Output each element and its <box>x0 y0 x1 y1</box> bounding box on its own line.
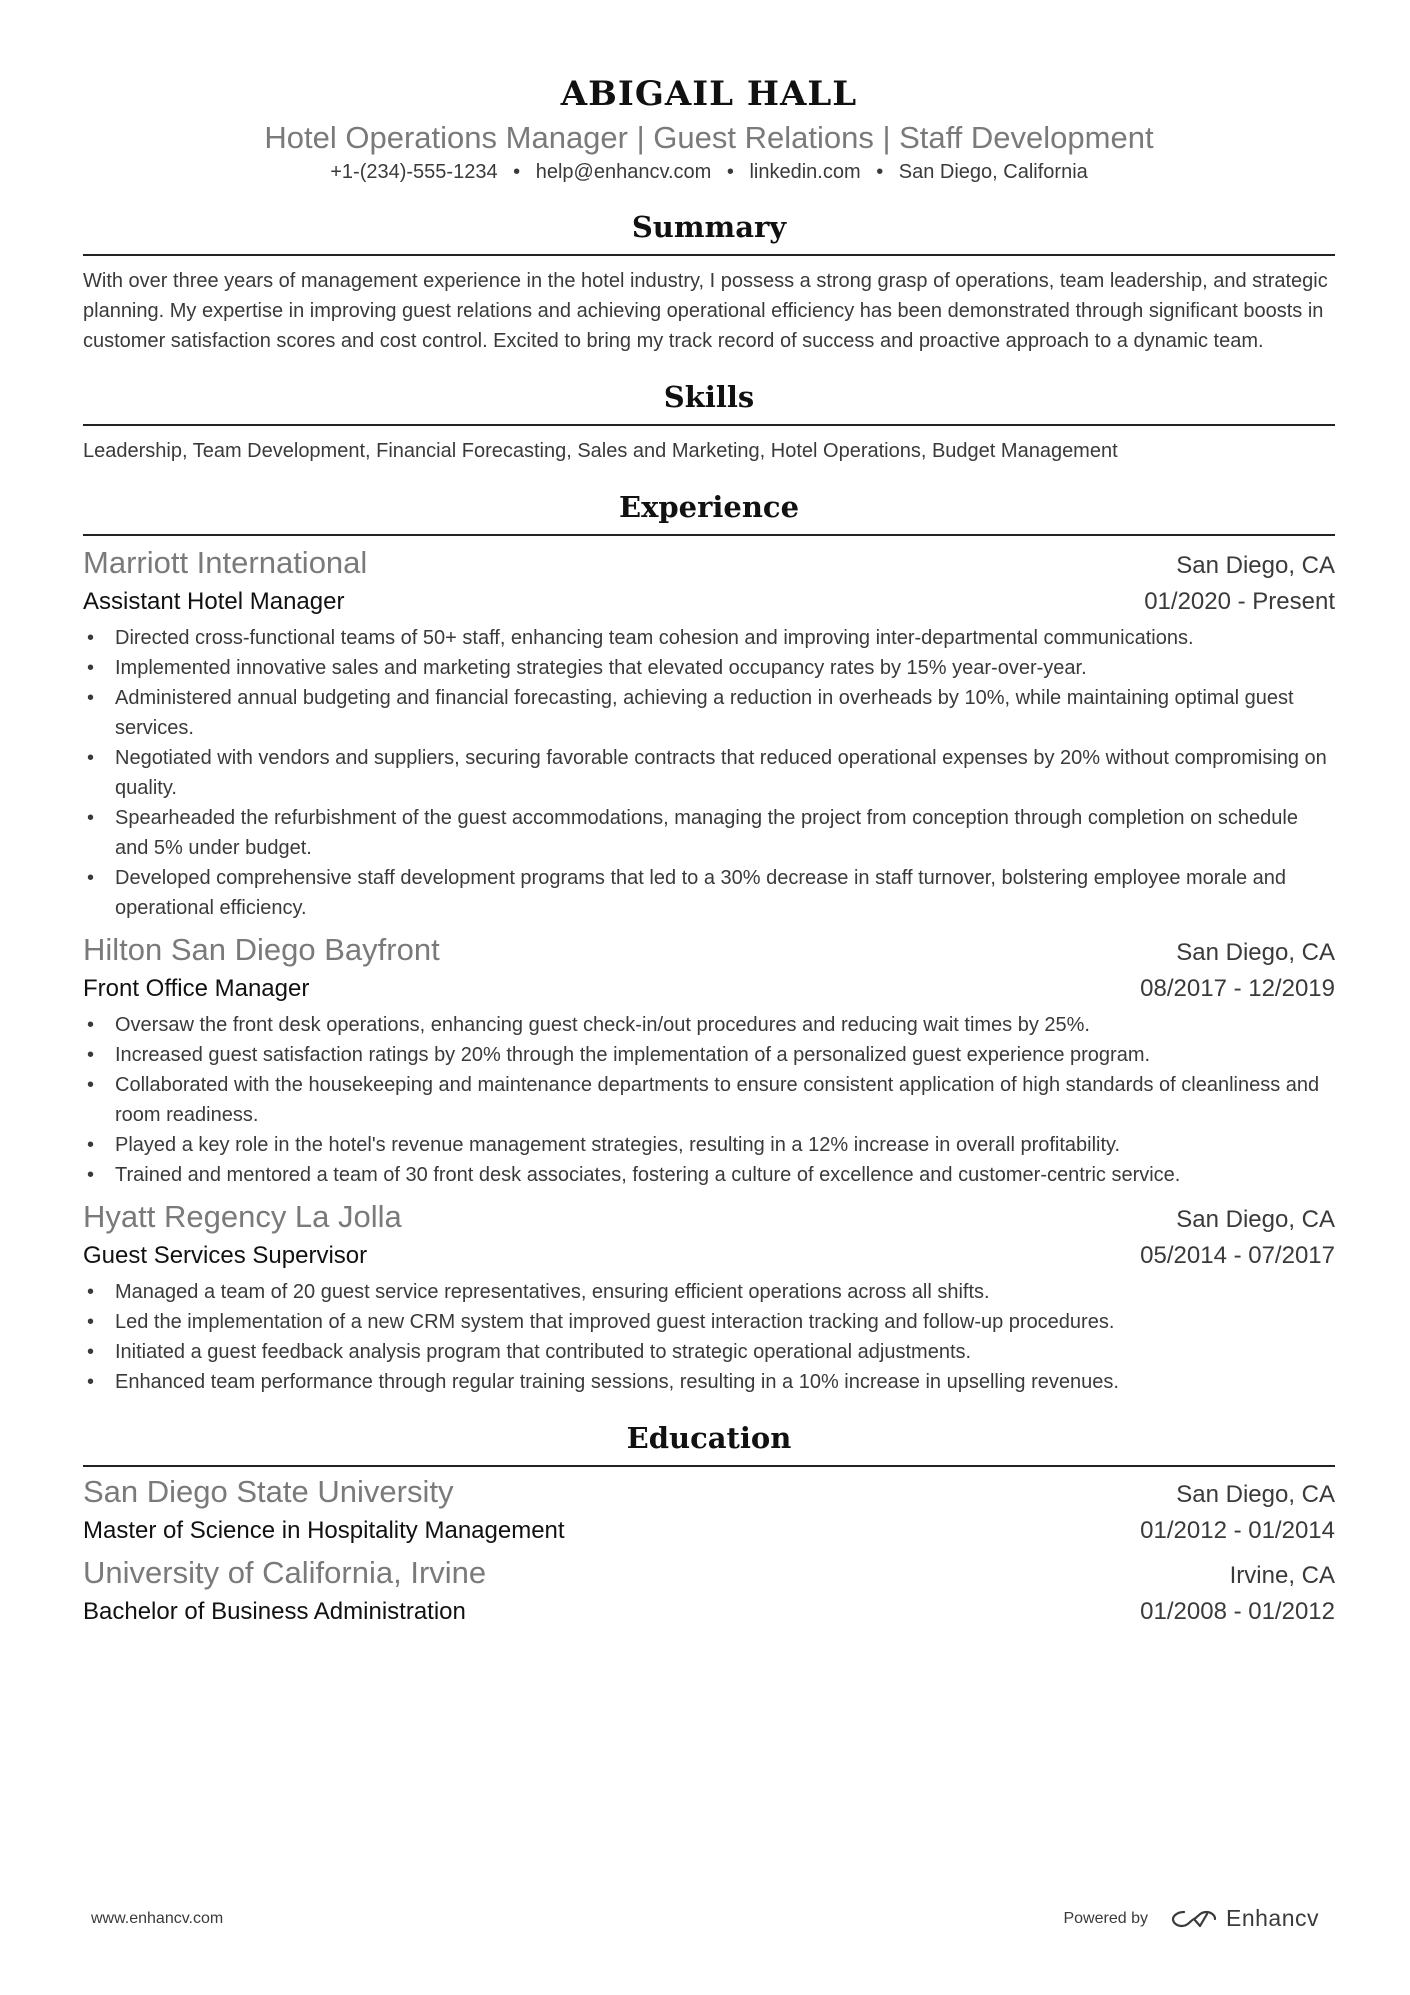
achievement-item: • Spearheaded the refurbishment of the guest accommodations, managing the project from conception through completion on schedule and 5% under budget. <box>83 803 1335 863</box>
job-dates: 05/2014 - 07/2017 <box>1140 1242 1335 1269</box>
contact-line <box>83 158 1335 186</box>
page-footer <box>91 1905 1319 1932</box>
achievement-item: • Managed a team of 20 guest service representatives, ensuring efficient operations across all shifts. <box>83 1277 1335 1307</box>
achievement-list <box>83 1277 1335 1397</box>
footer-url[interactable]: www.enhancv.com <box>91 1909 224 1927</box>
company-name: Marriott International <box>83 545 368 580</box>
company-name: Hilton San Diego Bayfront <box>83 932 440 967</box>
resume-page <box>83 0 1335 1629</box>
experience-title: Experience <box>83 488 1335 536</box>
achievement-item: • Enhanced team performance through regular training sessions, resulting in a 10% increase in upselling revenues. <box>83 1367 1335 1397</box>
footer-branding <box>1063 1905 1319 1932</box>
brand-link[interactable] <box>1170 1905 1319 1932</box>
job-title: Assistant Hotel Manager <box>83 588 345 615</box>
contact-separator: • <box>513 161 521 183</box>
contact-phone: +1-(234)-555-1234 <box>330 161 498 183</box>
achievement-item: • Led the implementation of a new CRM system that improved guest interaction tracking and follow-up procedures. <box>83 1307 1335 1337</box>
degree-name: Master of Science in Hospitality Management <box>83 1517 565 1544</box>
job-location: San Diego, CA <box>1176 552 1335 579</box>
skills-title: Skills <box>83 378 1335 426</box>
achievement-item: • Negotiated with vendors and suppliers, securing favorable contracts that reduced operational expenses by 20% without compromising on quality. <box>83 743 1335 803</box>
skills-text: Leadership, Team Development, Financial Forecasting, Sales and Marketing, Hotel Operations, Budget Management <box>83 440 1118 462</box>
achievement-item: • Collaborated with the housekeeping and maintenance departments to ensure consistent application of high standards of cleanliness and room readiness. <box>83 1070 1335 1130</box>
achievement-item: • Trained and mentored a team of 30 front desk associates, fostering a culture of excellence and customer-centric service. <box>83 1160 1335 1190</box>
brand-name: Enhancv <box>1225 1905 1319 1931</box>
enhancv-logo-icon <box>1170 1907 1218 1931</box>
achievement-item: • Administered annual budgeting and financial forecasting, achieving a reduction in overheads by 10%, while maintaining optimal guest services. <box>83 683 1335 743</box>
school-name: University of California, Irvine <box>83 1555 487 1590</box>
experience-entry <box>83 931 1335 1190</box>
education-entry <box>83 1473 1335 1548</box>
contact-separator: • <box>876 161 884 183</box>
contact-location: San Diego, California <box>898 161 1088 183</box>
job-dates: 08/2017 - 12/2019 <box>1140 975 1335 1002</box>
contact-email[interactable]: help@enhancv.com <box>535 161 712 183</box>
achievement-item: • Initiated a guest feedback analysis program that contributed to strategic operational adjustments. <box>83 1337 1335 1367</box>
education-dates: 01/2012 - 01/2014 <box>1140 1517 1335 1544</box>
achievement-list <box>83 1010 1335 1190</box>
job-dates: 01/2020 - Present <box>1144 588 1335 615</box>
job-title: Guest Services Supervisor <box>83 1242 368 1269</box>
candidate-name: ABIGAIL HALL <box>560 74 858 114</box>
experience-entry <box>83 544 1335 923</box>
candidate-headline: Hotel Operations Manager | Guest Relations | Staff Development <box>264 120 1154 155</box>
achievement-item: • Played a key role in the hotel's revenue management strategies, resulting in a 12% increase in overall profitability. <box>83 1130 1335 1160</box>
achievement-item: • Directed cross-functional teams of 50+ staff, enhancing team cohesion and improving inter-departmental communications. <box>83 623 1335 653</box>
summary-title: Summary <box>83 208 1335 256</box>
resume-header <box>83 0 1335 186</box>
job-location: San Diego, CA <box>1176 1206 1335 1233</box>
school-location: San Diego, CA <box>1176 1481 1335 1508</box>
education-title: Education <box>83 1419 1335 1467</box>
contact-separator: • <box>726 161 734 183</box>
education-dates: 01/2008 - 01/2012 <box>1140 1598 1335 1625</box>
contact-linkedin[interactable]: linkedin.com <box>749 161 861 183</box>
summary-text: With over three years of management experience in the hotel industry, I possess a strong grasp of operations, team leadership, and strategic planning. My expertise in improving guest relations and achieving operational efficiency has been demonstrated through significant boosts in customer satisfaction scores and cost control. Excited to bring my track record of success and proactive approach to a dynamic team. <box>83 270 1328 352</box>
job-location: San Diego, CA <box>1176 939 1335 966</box>
achievement-item: • Oversaw the front desk operations, enhancing guest check-in/out procedures and reducing wait times by 25%. <box>83 1010 1335 1040</box>
achievement-list <box>83 623 1335 923</box>
school-location: Irvine, CA <box>1229 1562 1335 1589</box>
education-section <box>83 1419 1335 1629</box>
achievement-item: • Increased guest satisfaction ratings by 20% through the implementation of a personalized guest experience program. <box>83 1040 1335 1070</box>
school-name: San Diego State University <box>83 1474 454 1509</box>
experience-entry <box>83 1198 1335 1397</box>
achievement-item: • Implemented innovative sales and marketing strategies that elevated occupancy rates by 15% year-over-year. <box>83 653 1335 683</box>
company-name: Hyatt Regency La Jolla <box>83 1199 402 1234</box>
skills-section <box>83 378 1335 466</box>
achievement-item: • Developed comprehensive staff development programs that led to a 30% decrease in staff turnover, bolstering employee morale and operational efficiency. <box>83 863 1335 923</box>
powered-by-label: Powered by <box>1063 1909 1148 1927</box>
job-title: Front Office Manager <box>83 975 310 1002</box>
experience-section <box>83 488 1335 1397</box>
summary-section <box>83 208 1335 356</box>
degree-name: Bachelor of Business Administration <box>83 1598 466 1625</box>
education-entry <box>83 1554 1335 1629</box>
